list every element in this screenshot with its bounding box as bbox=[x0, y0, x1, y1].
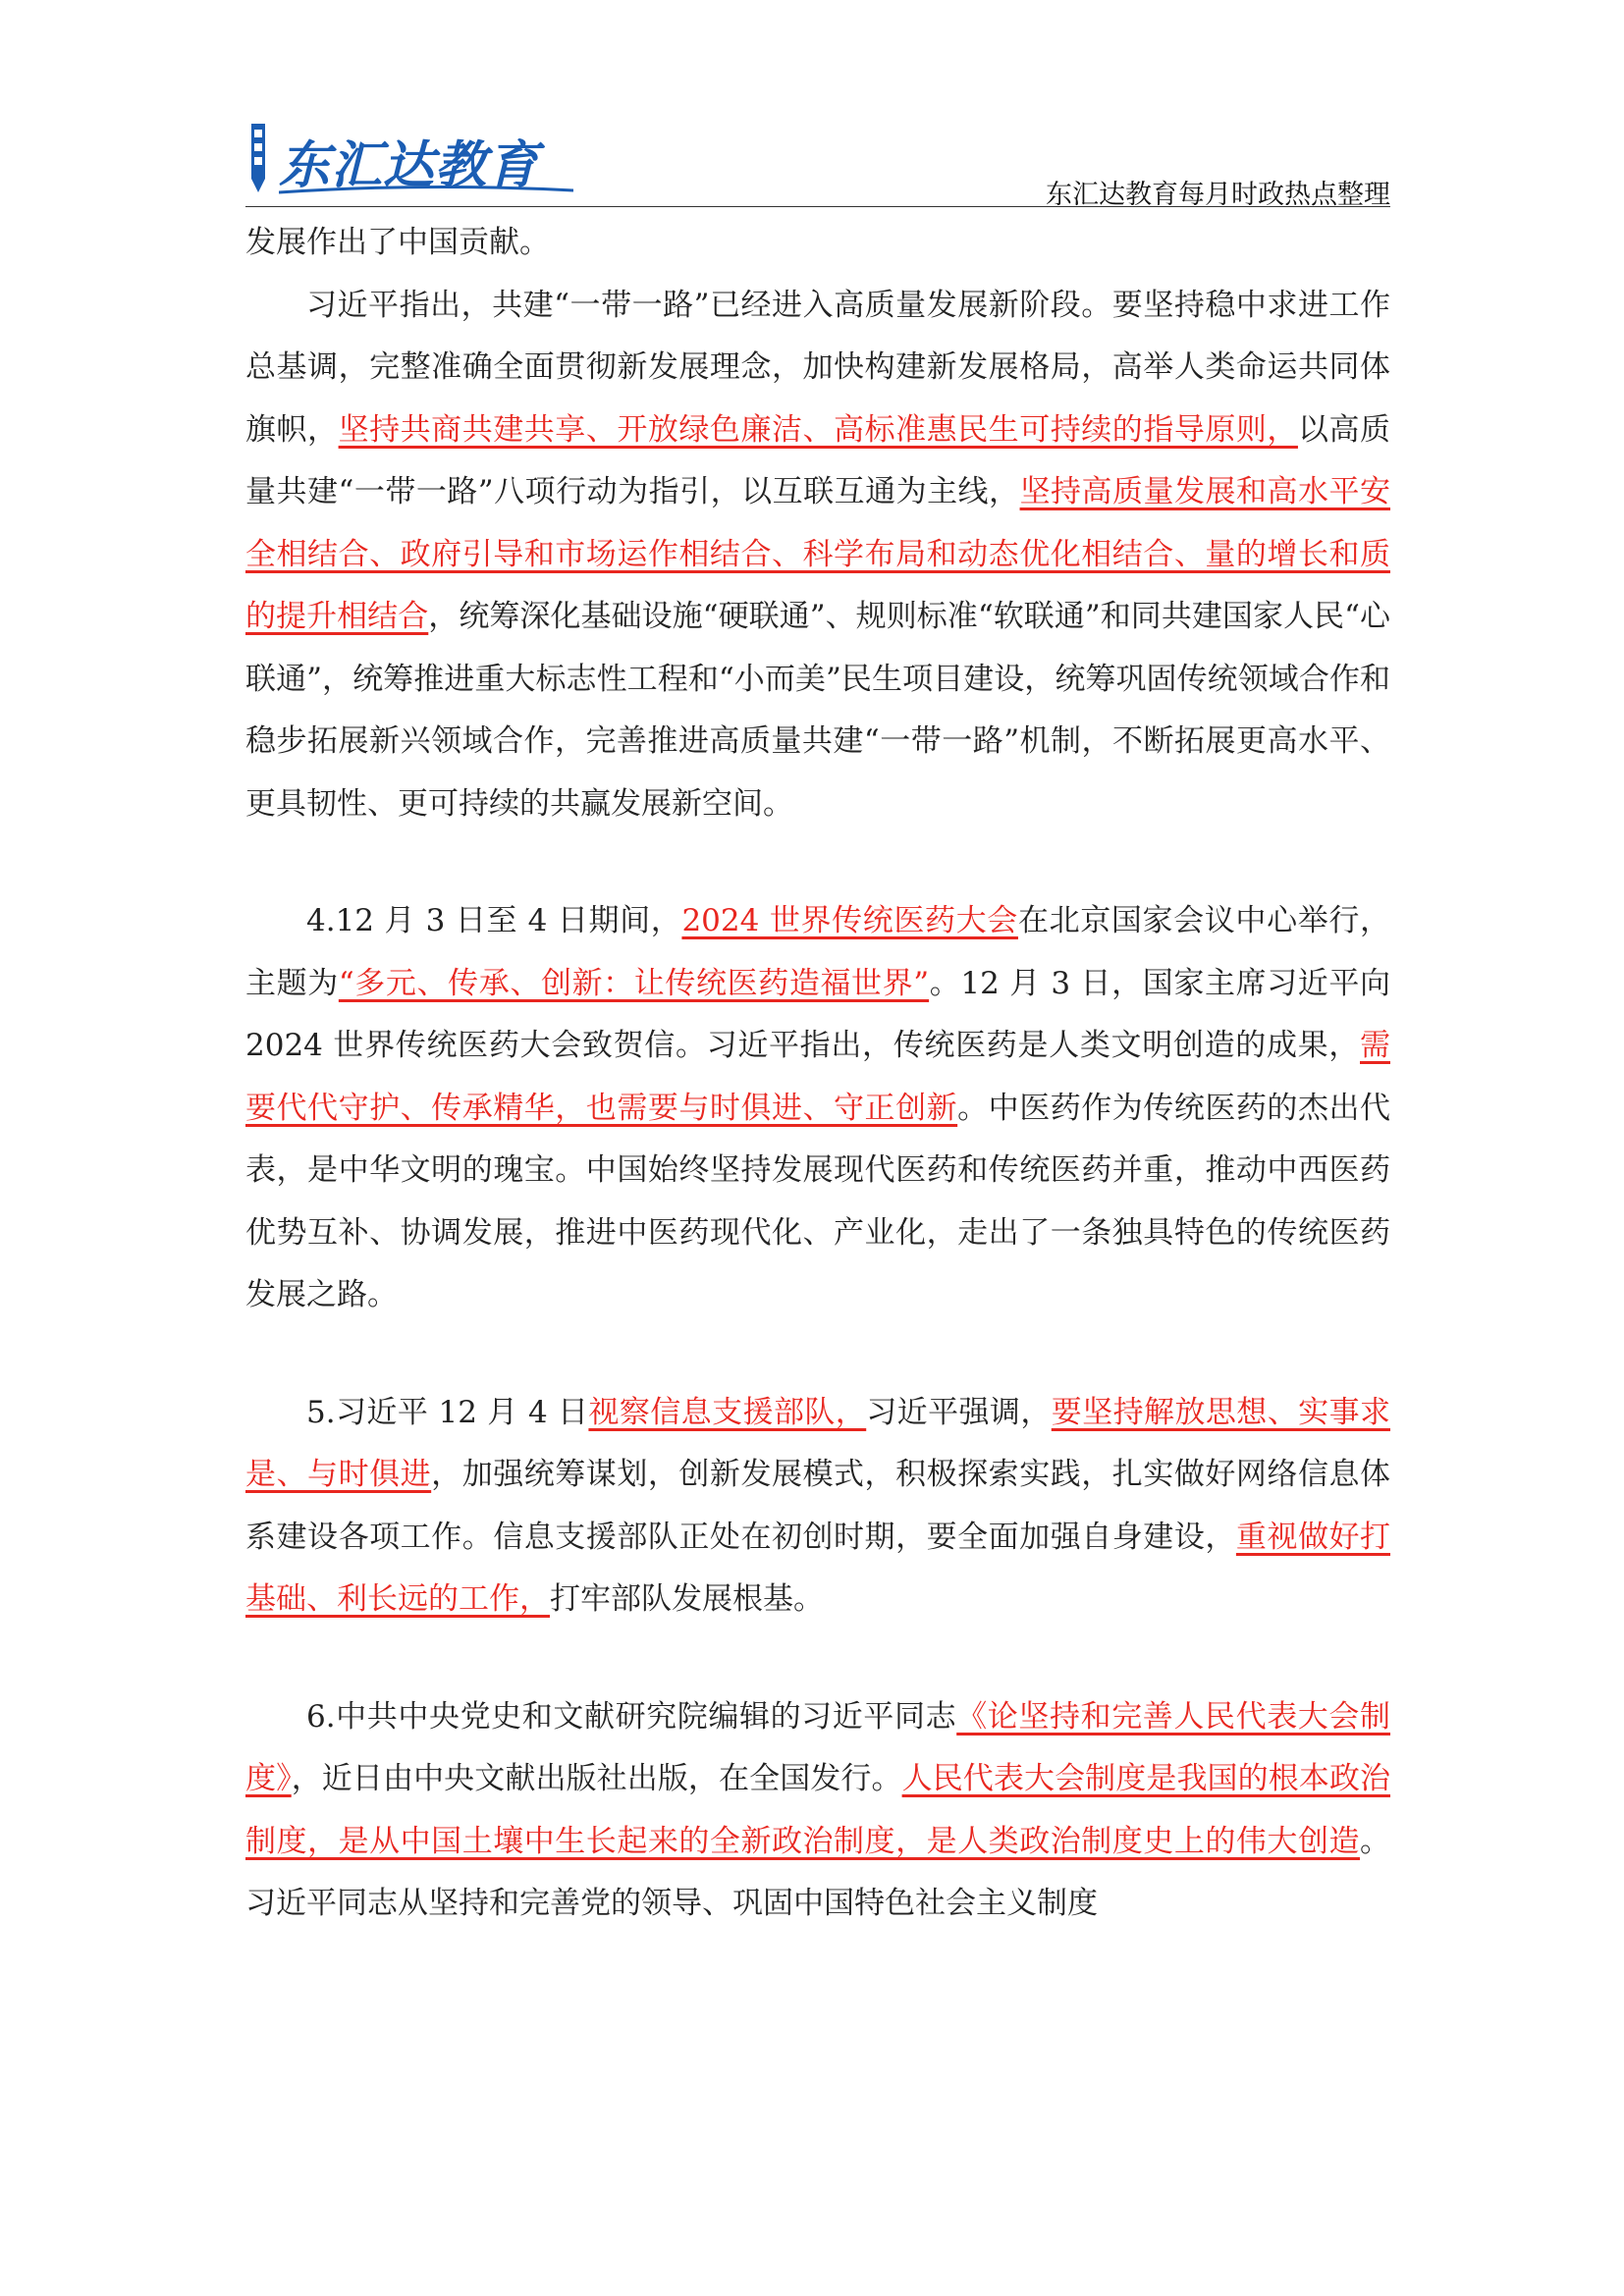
paragraph-text: 5.习近平 12 月 4 日 bbox=[306, 1394, 589, 1430]
paragraph-text: 习近平指出，共建“一带一路”已经进入高质量发展新阶段。要坚持稳中求进工作总基调，完整准确全面贯彻新发展理念，加快构建新发展格局，高举人类命运共同体旗帜， bbox=[245, 287, 1390, 448]
paragraph-text: 。习近平同志从坚持和完善党的领导、巩固中国特色社会主义制度 bbox=[245, 1823, 1390, 1921]
paragraph-text: 在北京国家会议中心举行，主题为 bbox=[245, 903, 1390, 1001]
document-body bbox=[245, 212, 1390, 1936]
paragraph-text: ，统筹深化基础设施“硬联通”、规则标准“软联通”和同共建国家人民“心联通”，统筹推进重大标志性工程和“小而美”民生项目建设，统筹巩固传统领域合作和稳步拓展新兴领域合作，完善推进高质量共建“一带一路”机制，不断拓展更高水平、更具韧性、更可持续的共赢发展新空间。 bbox=[245, 599, 1390, 822]
highlighted-text: 需要代代守护、传承精华，也需要与时俱进、守正创新 bbox=[245, 1028, 1390, 1126]
paragraph-text: ，加强统筹谋划，创新发展模式，积极探索实践，扎实做好网络信息体系建设各项工作。信息支援部队正处在初创时期，要全面加强自身建设， bbox=[245, 1457, 1391, 1555]
paragraph-text: 习近平强调， bbox=[866, 1394, 1052, 1430]
highlighted-text: 人民代表大会制度是我国的根本政治制度，是从中国土壤中生长起来的全新政治制度，是人类政治制度史上的伟大创造 bbox=[245, 1761, 1391, 1859]
highlighted-text: 2024 世界传统医药大会 bbox=[681, 903, 1018, 938]
pencil-logo-icon bbox=[245, 120, 279, 194]
paragraph-text: 。中医药作为传统医药的杰出代表，是中华文明的瑰宝。中国始终坚持发展现代医药和传统医药并重，推动中西医药优势互补、协调发展，推进中医药现代化、产业化，走出了一条独具特色的传统医药发展之路。 bbox=[245, 1090, 1391, 1312]
highlighted-text: 视察信息支援部队， bbox=[588, 1394, 867, 1430]
page-header bbox=[245, 116, 1390, 210]
paragraph-text: 以高质量共建“一带一路”八项行动为指引，以互联互通为主线， bbox=[245, 411, 1391, 509]
paragraph-text: ，近日由中央文献出版社出版，在全国发行。 bbox=[291, 1761, 902, 1796]
paragraph-text: 4.12 月 3 日至 4 日期间， bbox=[306, 903, 682, 938]
paragraph-item-5 bbox=[245, 1382, 1390, 1631]
highlighted-text: 坚持高质量发展和高水平安全相结合、政府引导和市场运作相结合、科学布局和动态优化相结合、量的增长和质的提升相结合 bbox=[245, 474, 1391, 634]
paragraph-item-6 bbox=[245, 1686, 1390, 1936]
logo-text: 东汇达教育 bbox=[279, 136, 540, 195]
highlighted-text: 《论坚持和完善人民代表大会制度》 bbox=[245, 1698, 1391, 1796]
paragraph-2 bbox=[245, 275, 1390, 836]
highlighted-text: 要坚持解放思想、实事求是、与时俱进 bbox=[245, 1394, 1391, 1492]
logo-swoosh bbox=[279, 185, 573, 196]
header-title: 东汇达教育每月时政热点整理 bbox=[1046, 180, 1390, 210]
highlighted-text: 坚持共商共建共享、开放绿色廉洁、高标准惠民生可持续的指导原则， bbox=[338, 411, 1298, 448]
paragraph-text: 。12 月 3 日，国家主席习近平向 2024 世界传统医药大会致贺信。习近平指出，传统医药是人类文明创造的成果， bbox=[245, 965, 1391, 1063]
paragraph-text: 6.中共中央党史和文献研究院编辑的习近平同志 bbox=[306, 1698, 957, 1735]
paragraph-1 bbox=[245, 212, 1390, 275]
logo bbox=[245, 116, 619, 194]
highlighted-text: 重视做好打基础、利长远的工作， bbox=[245, 1519, 1391, 1617]
header-divider bbox=[245, 206, 1390, 207]
paragraph-item-4 bbox=[245, 890, 1390, 1327]
paragraph-text: 打牢部队发展根基。 bbox=[550, 1581, 824, 1617]
highlighted-text: “多元、传承、创新：让传统医药造福世界” bbox=[338, 965, 930, 1001]
paragraph-text: 发展作出了中国贡献。 bbox=[245, 225, 550, 260]
